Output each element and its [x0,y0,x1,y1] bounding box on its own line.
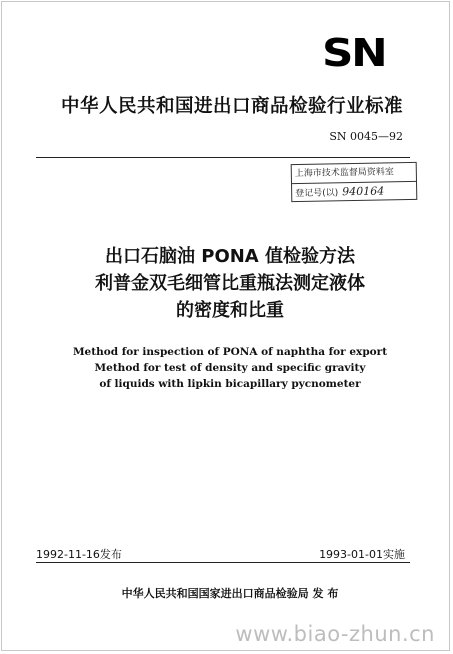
issue-date: 1992-11-16发布 [36,548,122,561]
stamp-reg-number: 940164 [342,184,385,199]
library-stamp [291,162,418,202]
stamp-line2 [292,181,416,203]
english-title-line: Method for inspection of PONA of naphtha for export [72,346,388,358]
chinese-title [30,243,430,324]
chinese-title-line: 的密度和比重 [176,300,284,321]
chinese-title-line: 利普金双毛细管比重瓶法测定液体 [95,273,365,294]
sn-logo: SN [322,31,386,75]
org-title: 中华人民共和国进出口商品检验行业标准 [60,96,403,117]
english-title [30,344,430,392]
top-divider [36,157,410,158]
english-title-line: of liquids with lipkin bicapillary pycnometer [99,378,361,390]
chinese-title-line: 出口石脑油 PONA 值检验方法 [104,246,356,267]
implement-date: 1993-01-01实施 [319,548,405,561]
standard-number: SN 0045—92 [329,130,403,143]
english-title-line: Method for test of density and specific gravity [94,362,366,374]
stamp-label: 登记号(以) [295,188,339,200]
bottom-divider [36,562,410,563]
watermark: www.biao-zhun.cn [235,622,435,646]
issuer: 中华人民共和国国家进出口商品检验局 发 布 [121,587,339,600]
stamp-line1: 上海市技术监督局资料室 [294,167,394,180]
